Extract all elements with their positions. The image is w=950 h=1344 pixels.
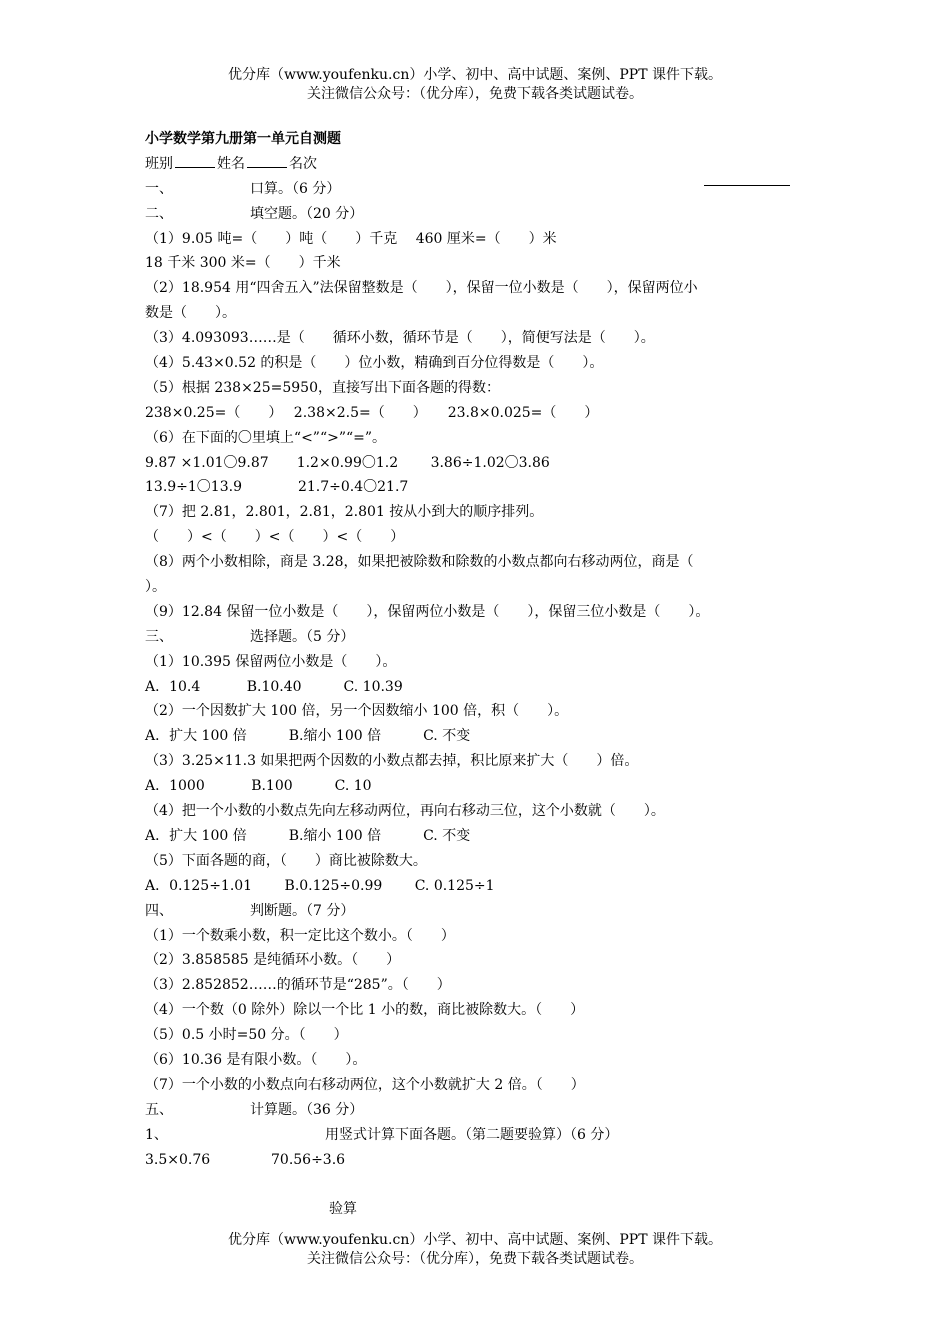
name-blank[interactable] [247,152,287,168]
section-number: 五、 [145,1101,173,1118]
question-line: （4）5.43×0.52 的积是（ ）位小数，精确到百分位得数是（ ）。 [145,355,604,372]
question-line: （5）下面各题的商，（ ）商比被除数大。 [145,852,427,869]
section-4-heading [145,899,815,924]
class-blank[interactable] [175,152,215,168]
calc-problem-b: 70.56÷3.6 [271,1151,346,1168]
section-2-lines [145,227,815,625]
check-label: 验算 [329,1201,357,1218]
section-title: 判断题。（7 分） [250,902,355,919]
question-line: A．扩大 100 倍 B.缩小 100 倍 C. 不变 [145,827,471,844]
sub-number: 1、 [145,1126,168,1143]
student-info-line [145,152,815,177]
page-header [0,66,950,104]
question-line: 9.87 ×1.01〇9.87 1.2×0.99〇1.2 3.86÷1.02〇3.86 [145,454,550,471]
question-line: （2）3.858585 是纯循环小数。（ ） [145,952,401,969]
worksheet [145,127,815,1222]
section-2-heading [145,202,815,227]
question-line: （6）10.36 是有限小数。（ ）。 [145,1051,367,1068]
header-line-1: 优分库（www.youfenku.cn）小学、初中、高中试题、案例、PPT 课件下载。 [227,67,722,83]
question-line: （1）一个数乘小数，积一定比这个数小。（ ） [145,927,455,944]
question-line: A．扩大 100 倍 B.缩小 100 倍 C. 不变 [145,728,471,745]
sub-title: 用竖式计算下面各题。（第二题要验算）（6 分） [325,1126,619,1143]
section-4-lines [145,924,815,1098]
class-label: 班别 [145,155,173,172]
section-title: 口算。（6 分） [250,180,341,197]
section-number: 二、 [145,205,173,222]
calc-problem-a: 3.5×0.76 [145,1151,211,1168]
question-line: 238×0.25=（ ） 2.38×2.5=（ ） 23.8×0.025=（ ） [145,404,599,421]
question-line: （6）在下面的〇里填上“<”“>”“=”。 [145,429,387,446]
question-line: （4）把一个小数的小数点先向左移动两位，再向右移动三位，这个小数就（ ）。 [145,803,665,820]
worksheet-title: 小学数学第九册第一单元自测题 [145,131,341,147]
section-number: 四、 [145,902,173,919]
page-footer [0,1231,950,1269]
question-line: （1）9.05 吨=（ ）吨（ ）千克 460 厘米=（ ）米 [145,230,557,247]
name-label: 姓名 [217,155,245,172]
section-1-heading [145,177,815,202]
calc-problems [145,1148,815,1173]
section-title: 计算题。（36 分） [250,1101,364,1118]
question-line: 数是（ ）。 [145,305,236,322]
section-number: 一、 [145,180,173,197]
question-line: （7）一个小数的小数点向右移动两位，这个小数就扩大 2 倍。（ ） [145,1076,585,1093]
section-5-sub-heading [145,1123,815,1148]
section-title: 填空题。（20 分） [250,205,364,222]
question-line: 18 千米 300 米=（ ）千米 [145,255,341,272]
question-line: 13.9÷1〇13.9 21.7÷0.4〇21.7 [145,479,409,496]
question-line: ）。 [145,579,166,596]
section-3-heading [145,625,815,650]
question-line: （3）4.093093……是（ 循环小数，循环节是（ ），简便写法是（ ）。 [145,330,655,347]
question-line: （7）把 2.81，2.801，2.81，2.801 按从小到大的顺序排列。 [145,504,544,521]
question-line: A．1000 B.100 C. 10 [145,778,372,795]
question-line: （3）2.852852……的循环节是“285”。（ ） [145,977,451,994]
question-line: （1）10.395 保留两位小数是（ ）。 [145,653,397,670]
footer-line-2: 关注微信公众号：（优分库），免费下载各类试题试卷。 [307,1251,643,1267]
question-line: A．10.4 B.10.40 C. 10.39 [145,678,403,695]
question-line: （2）18.954 用“四舍五入”法保留整数是（ ），保留一位小数是（ ），保留两位小 [145,280,698,297]
question-line: （ ）<（ ）<（ ）<（ ） [145,529,405,546]
question-line: （8）两个小数相除，商是 3.28，如果把被除数和除数的小数点都向右移动两位，商是（ [145,554,694,571]
footer-line-1: 优分库（www.youfenku.cn）小学、初中、高中试题、案例、PPT 课件下载。 [227,1232,722,1248]
rank-label: 名次 [289,155,317,172]
section-3-lines [145,650,815,899]
question-line: A．0.125÷1.01 B.0.125÷0.99 C. 0.125÷1 [145,877,495,894]
section-number: 三、 [145,628,173,645]
question-line: （4）一个数（0 除外）除以一个比 1 小的数，商比被除数大。（ ） [145,1002,585,1019]
section-5-heading [145,1098,815,1123]
header-line-2: 关注微信公众号：（优分库），免费下载各类试题试卷。 [307,86,643,102]
question-line: （5）0.5 小时=50 分。（ ） [145,1027,348,1044]
question-line: （3）3.25×11.3 如果把两个因数的小数点都去掉，积比原来扩大（ ）倍。 [145,753,639,770]
question-line: （9）12.84 保留一位小数是（ ），保留两位小数是（ ），保留三位小数是（ ）。 [145,603,710,620]
question-line: （2）一个因数扩大 100 倍，另一个因数缩小 100 倍，积（ ）。 [145,703,569,720]
section-title: 选择题。（5 分） [250,628,355,645]
question-line: （5）根据 238×25=5950，直接写出下面各题的得数： [145,379,500,396]
